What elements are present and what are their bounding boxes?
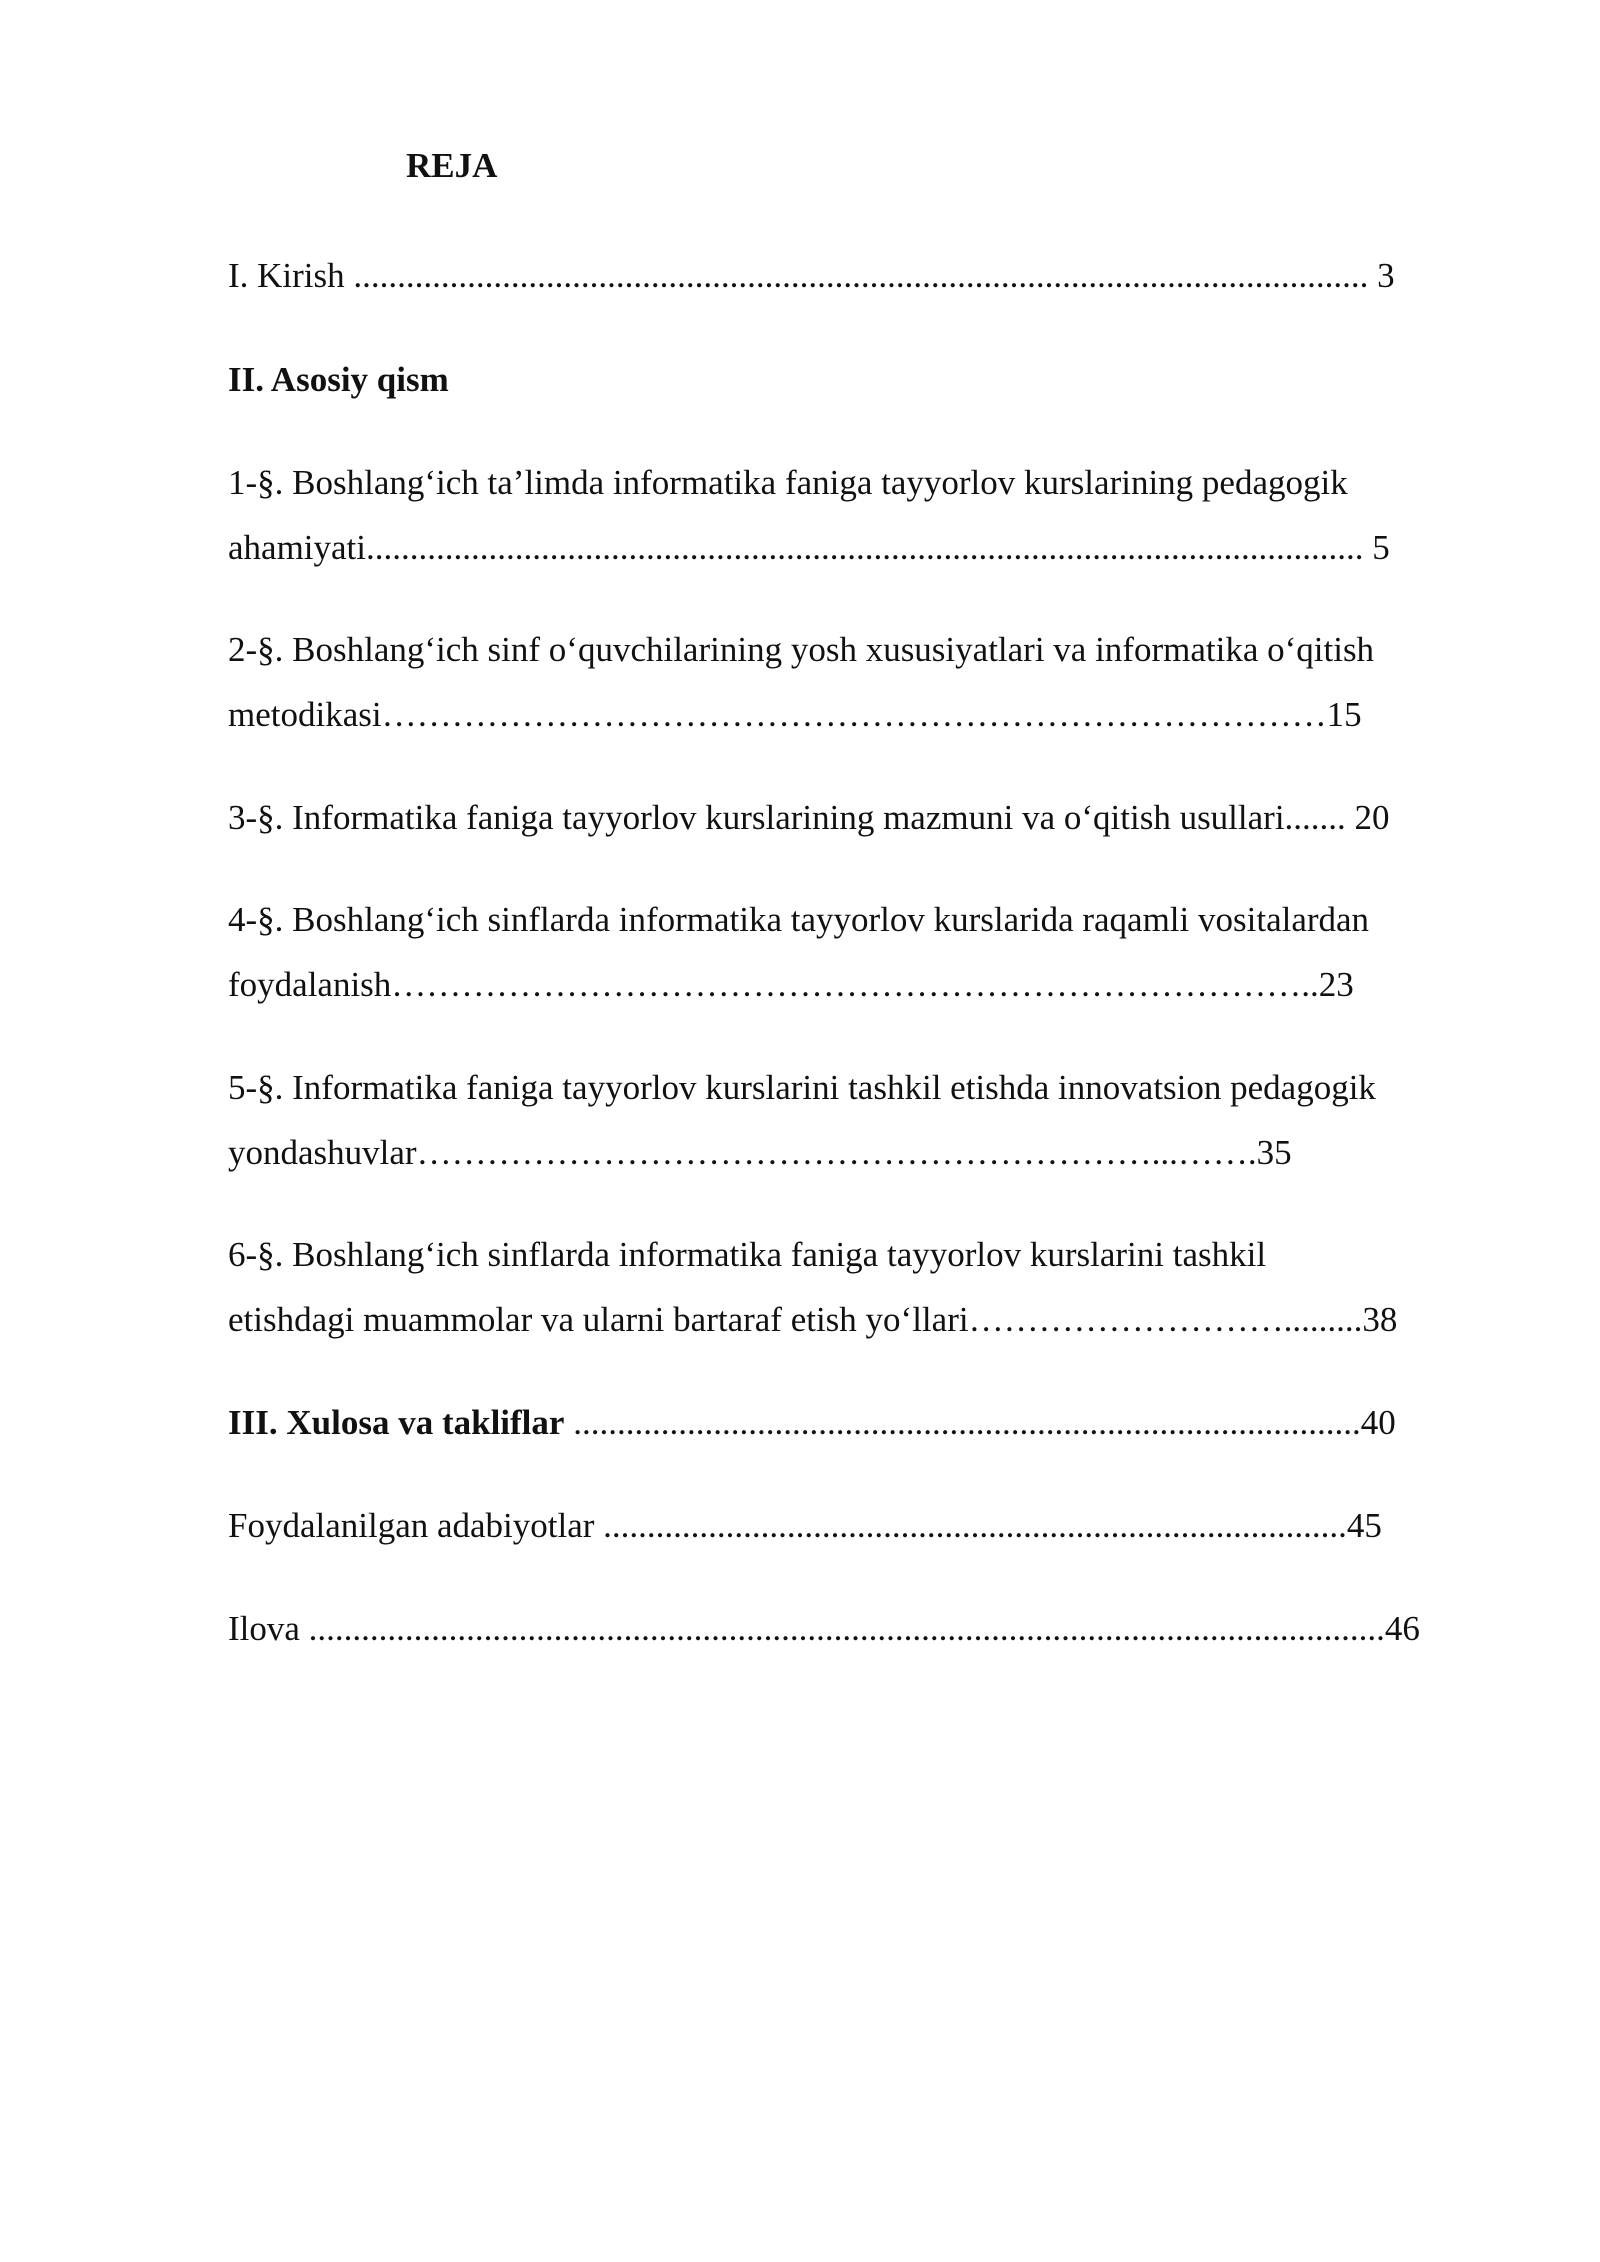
toc-entry-4-line2: foydalanish……………………………………………………………………..23	[228, 965, 1354, 1004]
toc-entry-kirish: I. Kirish .................................................................................................................... 3	[228, 256, 1395, 295]
toc-entry-1-line1: 1-§. Boshlang‘ich ta’limda informatika faniga tayyorlov kurslarining pedagogik	[228, 463, 1348, 502]
toc-entry-2-line1: 2-§. Boshlang‘ich sinf o‘quvchilarining yosh xususiyatlari va informatika o‘qitish	[228, 630, 1375, 669]
toc-entry-6-line1: 6-§. Boshlang‘ich sinflarda informatika faniga tayyorlov kurslarini tashkil	[228, 1235, 1267, 1274]
toc-entry-1-line2: ahamiyati.................................................................................................................. 5	[228, 528, 1390, 567]
toc-entry-5-line1: 5-§. Informatika faniga tayyorlov kurslarini tashkil etishda innovatsion pedagogik	[228, 1068, 1376, 1107]
toc-entry-5-line2: yondashuvlar………………………………………………………...…….35	[228, 1133, 1292, 1172]
page-title: REJA	[406, 146, 498, 185]
toc-entry-adabiyotlar: Foydalanilgan adabiyotlar .....................................................................................45	[228, 1506, 1382, 1545]
toc-entry-xulosa-leader: ..........................................................................................40	[564, 1403, 1396, 1442]
toc-entry-xulosa-label: III. Xulosa va takliflar	[228, 1403, 565, 1442]
toc-entry-3: 3-§. Informatika faniga tayyorlov kurslarining mazmuni va o‘qitish usullari....... 20	[228, 798, 1390, 837]
toc-entry-2-line2: metodikasi………………………………………………………………………15	[228, 695, 1362, 734]
toc-entry-4-line1: 4-§. Boshlang‘ich sinflarda informatika tayyorlov kurslarida raqamli vositalardan	[228, 900, 1370, 939]
toc-entry-xulosa	[228, 1405, 1484, 1440]
toc-heading-asosiy-qism: II. Asosiy qism	[228, 360, 449, 399]
toc-entry-6-line2: etishdagi muammolar va ularni bartaraf etish yo‘llari……………………….........38	[228, 1300, 1398, 1339]
toc-entry-ilova: Ilova ...........................................................................................................................46	[228, 1609, 1420, 1648]
